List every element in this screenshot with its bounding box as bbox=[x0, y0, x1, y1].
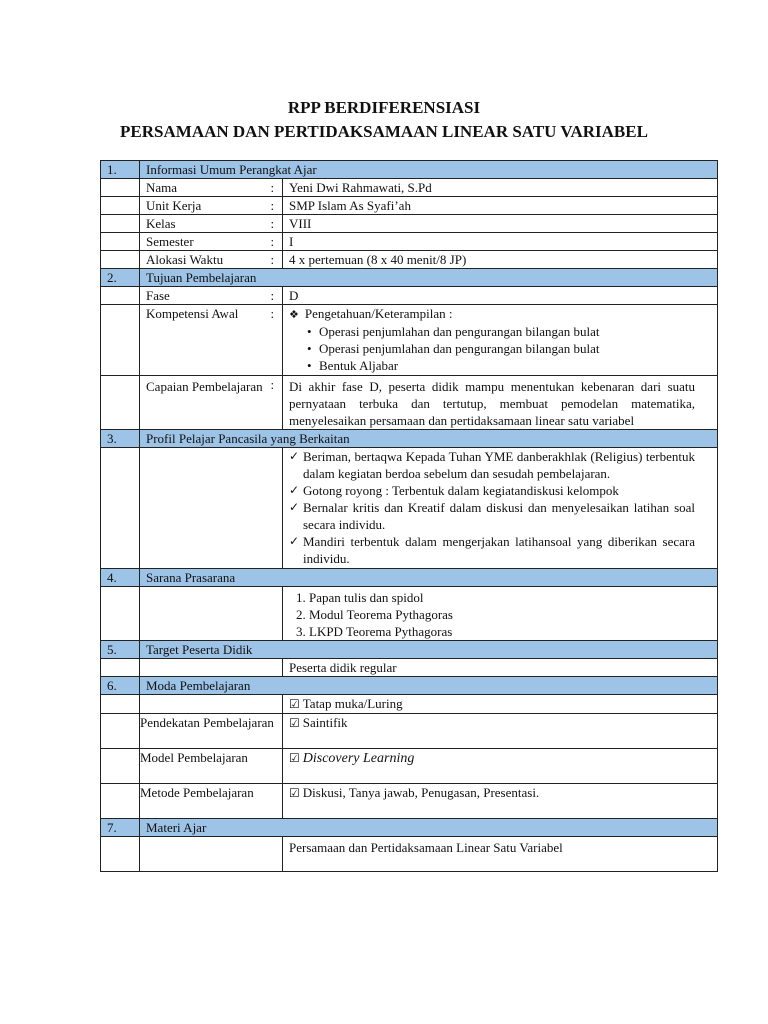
field-label: Model Pembelajaran bbox=[140, 749, 283, 784]
list-item: 3. LKPD Teorema Pythagoras bbox=[309, 623, 717, 640]
checked-box-icon: ☑ bbox=[289, 716, 300, 730]
metode-value-cell: ☑ Diskusi, Tanya jawab, Penugasan, Presentasi. bbox=[283, 784, 718, 819]
field-label: Unit Kerja bbox=[140, 197, 267, 215]
checked-box-icon: ☑ bbox=[289, 697, 300, 711]
table-row bbox=[101, 251, 718, 269]
section-number: 4. bbox=[101, 569, 140, 587]
model-value-cell: ☑ Discovery Learning bbox=[283, 749, 718, 784]
checked-box-icon: ☑ bbox=[289, 786, 300, 800]
colon: : bbox=[267, 305, 283, 376]
table-row bbox=[101, 659, 718, 677]
colon: : bbox=[267, 197, 283, 215]
table-row bbox=[101, 287, 718, 305]
section-heading: Target Peserta Didik bbox=[140, 641, 718, 659]
colon: : bbox=[267, 287, 283, 305]
field-label: Alokasi Waktu bbox=[140, 251, 267, 269]
document-subtitle: PERSAMAAN DAN PERTIDAKSAMAAN LINEAR SATU VARIABEL bbox=[120, 122, 648, 141]
list-item: • Operasi penjumlahan dan pengurangan bilangan bulat bbox=[321, 323, 717, 340]
table-row bbox=[101, 179, 718, 197]
table-row bbox=[101, 695, 718, 714]
colon: : bbox=[267, 233, 283, 251]
table-row bbox=[101, 749, 718, 784]
field-value: I bbox=[283, 233, 718, 251]
section-number: 6. bbox=[101, 677, 140, 695]
field-value: VIII bbox=[283, 215, 718, 233]
section-heading: Informasi Umum Perangkat Ajar bbox=[140, 161, 718, 179]
field-label: Fase bbox=[140, 287, 267, 305]
capaian-text: Di akhir fase D, peserta didik mampu menentukan kebenaran dari suatu pernyataan terbuka dan tertutup, membuat pemodelan matematika, menyelesaikan persamaan dan pertidaksamaan linear satu variabel bbox=[283, 376, 718, 430]
field-value: SMP Islam As Syafi’ah bbox=[283, 197, 718, 215]
table-row bbox=[101, 448, 718, 569]
section-heading: Profil Pelajar Pancasila yang Berkaitan bbox=[140, 430, 718, 448]
list-item: 2. Modul Teorema Pythagoras bbox=[309, 606, 717, 623]
profil-cell bbox=[283, 448, 718, 569]
document-title: RPP BERDIFERENSIASI bbox=[287, 98, 481, 117]
section-number: 1. bbox=[101, 161, 140, 179]
kompetensi-list bbox=[289, 323, 717, 374]
section-number: 3. bbox=[101, 430, 140, 448]
list-item: • Bentuk Aljabar bbox=[321, 357, 717, 374]
table-row bbox=[101, 587, 718, 641]
rpp-table bbox=[100, 160, 718, 872]
section-header-2 bbox=[101, 269, 718, 287]
checked-box-icon: ☑ bbox=[289, 751, 300, 765]
section-header-4 bbox=[101, 569, 718, 587]
section-heading: Materi Ajar bbox=[140, 819, 718, 837]
list-item: • Operasi penjumlahan dan pengurangan bilangan bulat bbox=[321, 340, 717, 357]
section-header-7 bbox=[101, 819, 718, 837]
colon: : bbox=[267, 251, 283, 269]
kompetensi-heading: ❖ Pengetahuan/Keterampilan : bbox=[289, 306, 453, 321]
sarana-cell bbox=[283, 587, 718, 641]
section-number: 2. bbox=[101, 269, 140, 287]
field-label: Capaian Pembelajaran bbox=[140, 376, 267, 430]
sarana-list bbox=[289, 589, 717, 640]
table-row bbox=[101, 784, 718, 819]
section-header-5 bbox=[101, 641, 718, 659]
table-row bbox=[101, 215, 718, 233]
list-item: ✓ Gotong royong : Terbentuk dalam kegiatandiskusi kelompok bbox=[303, 482, 717, 499]
section-header-3 bbox=[101, 430, 718, 448]
field-label: Pendekatan Pembelajaran bbox=[140, 714, 283, 749]
colon: : bbox=[267, 179, 283, 197]
field-label: Kelas bbox=[140, 215, 267, 233]
section-number: 5. bbox=[101, 641, 140, 659]
section-heading: Moda Pembelajaran bbox=[140, 677, 718, 695]
section-header-6 bbox=[101, 677, 718, 695]
section-header-1 bbox=[101, 161, 718, 179]
table-row bbox=[101, 837, 718, 872]
field-label: Metode Pembelajaran bbox=[140, 784, 283, 819]
moda-value-cell: ☑ Tatap muka/Luring bbox=[283, 695, 718, 714]
list-item: ✓ Mandiri terbentuk dalam mengerjakan latihansoal yang diberikan secara individu. bbox=[303, 533, 717, 567]
section-heading: Tujuan Pembelajaran bbox=[140, 269, 718, 287]
target-value: Peserta didik regular bbox=[283, 659, 718, 677]
colon: : bbox=[267, 215, 283, 233]
field-label: Nama bbox=[140, 179, 267, 197]
kompetensi-awal-cell bbox=[283, 305, 718, 376]
field-label: Kompetensi Awal bbox=[140, 305, 267, 376]
field-label: Semester bbox=[140, 233, 267, 251]
diamond-bullet-icon: ❖ bbox=[289, 308, 299, 321]
list-item: ✓ Bernalar kritis dan Kreatif dalam diskusi dan menyelesaikan latihan soal secara individu. bbox=[303, 499, 717, 533]
table-row bbox=[101, 197, 718, 215]
table-row bbox=[101, 233, 718, 251]
table-row bbox=[101, 714, 718, 749]
list-item: 1. Papan tulis dan spidol bbox=[309, 589, 717, 606]
field-value: D bbox=[283, 287, 718, 305]
section-number: 7. bbox=[101, 819, 140, 837]
profil-list bbox=[289, 448, 717, 567]
colon: : bbox=[267, 376, 283, 430]
list-item: ✓ Beriman, bertaqwa Kepada Tuhan YME danberakhlak (Religius) terbentuk dalam kegiatan berdoa sebelum dan sesudah pembelajaran. bbox=[303, 448, 717, 482]
section-heading: Sarana Prasarana bbox=[140, 569, 718, 587]
field-value: Yeni Dwi Rahmawati, S.Pd bbox=[283, 179, 718, 197]
table-row bbox=[101, 305, 718, 376]
pendekatan-value-cell: ☑ Saintifik bbox=[283, 714, 718, 749]
materi-value: Persamaan dan Pertidaksamaan Linear Satu Variabel bbox=[283, 837, 718, 872]
field-value: 4 x pertemuan (8 x 40 menit/8 JP) bbox=[283, 251, 718, 269]
table-row bbox=[101, 376, 718, 430]
